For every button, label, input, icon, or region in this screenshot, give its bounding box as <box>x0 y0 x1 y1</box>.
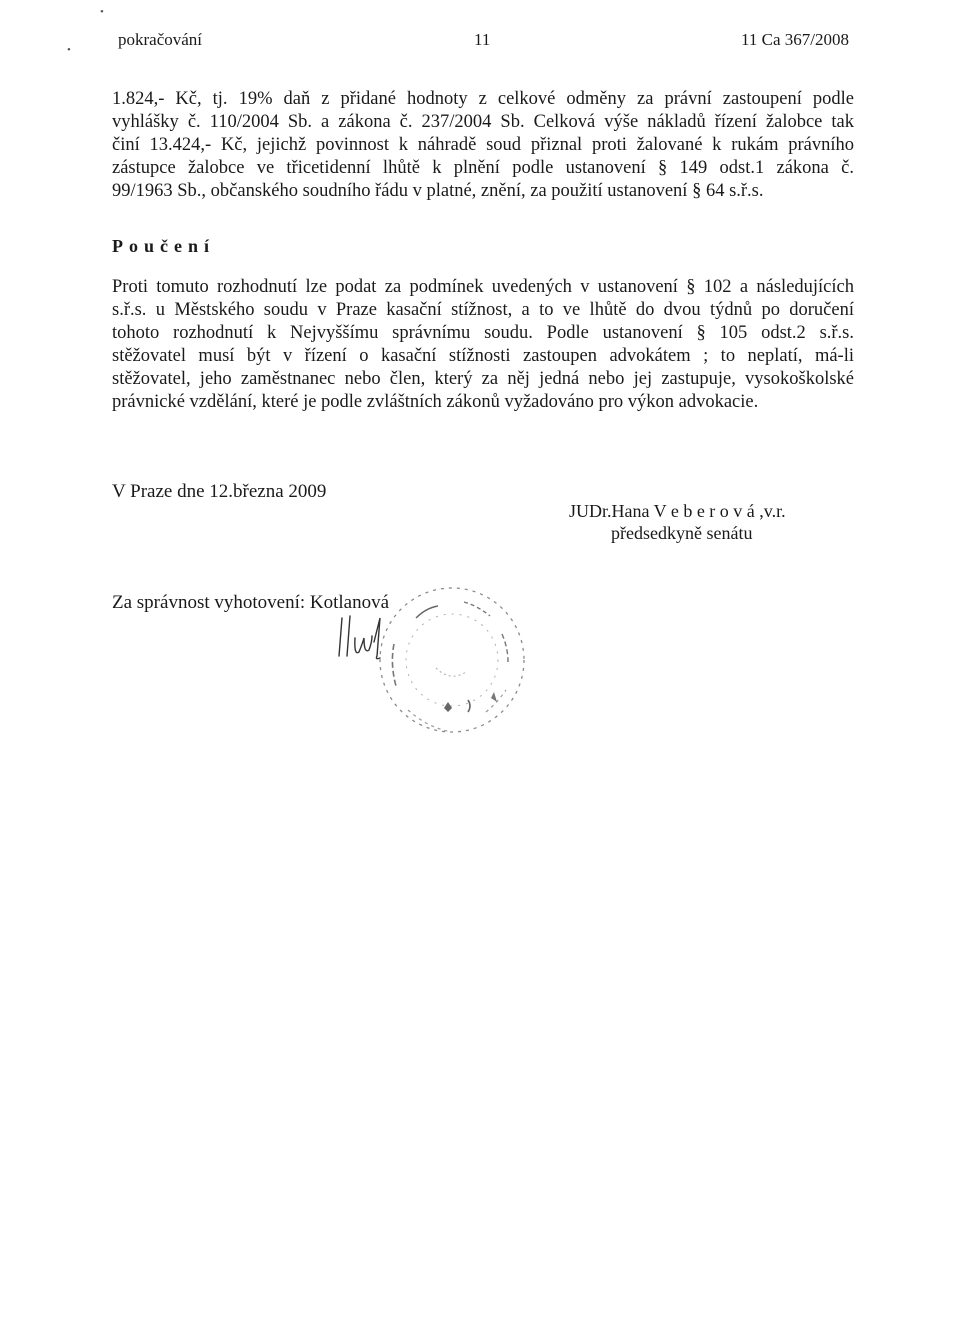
paragraph-line: zástupce žalobce ve třicetidenní lhůtě k plnění podle ustanovení § 149 odst.1 zákona č. <box>112 158 854 178</box>
court-stamp <box>358 572 544 752</box>
page-number: 11 <box>474 30 491 49</box>
paragraph-line: činí 13.424,- Kč, jejichž povinnost k náhradě soud přiznal proti žalované k rukám právního <box>112 135 854 155</box>
case-number: 11 Ca 367/2008 <box>741 30 849 49</box>
paragraph-line: tohoto rozhodnutí k Nejvyššímu správnímu soudu. Podle ustanovení § 105 odst.2 s.ř.s. <box>112 323 854 343</box>
scan-mark: • <box>100 6 104 18</box>
paragraph-line: právnické vzdělání, které je podle zvláštních zákonů vyžadováno pro výkon advokacie. <box>112 392 759 412</box>
continuation-label: pokračování <box>118 30 203 49</box>
instructions-heading: Poučení <box>112 236 215 256</box>
judge-role: předsedkyně senátu <box>611 523 753 543</box>
paragraph-line: vyhlášky č. 110/2004 Sb. a zákona č. 237/2004 Sb. Celková výše nákladů řízení žalobce tak <box>112 112 854 132</box>
paragraph-line: stěžovatel, jeho zaměstnanec nebo člen, který za něj jedná nebo jej zastupuje, vysokoškolské <box>112 369 854 389</box>
paragraph-line: 1.824,- Kč, tj. 19% daň z přidané hodnoty z celkové odměny za právní zastoupení podle <box>112 89 854 109</box>
scan-mark: • <box>67 44 71 56</box>
paragraph-line: s.ř.s. u Městského soudu v Praze kasační stížnost, a to ve lhůtě do dvou týdnů po doručení <box>112 300 854 320</box>
paragraph-line: stěžovatel musí být v řízení o kasační stížnosti zastoupen advokátem ; to neplatí, má-li <box>112 346 854 366</box>
verification-line: Za správnost vyhotovení: Kotlanová <box>112 592 390 613</box>
judge-name: JUDr.Hana V e b e r o v á ,v.r. <box>569 501 786 521</box>
paragraph-line: Proti tomuto rozhodnutí lze podat za podmínek uvedených v ustanovení § 102 a následujících <box>112 277 854 297</box>
paragraph-line: 99/1963 Sb., občanského soudního řádu v platné, znění, za použití ustanovení § 64 s.ř.s. <box>112 181 764 201</box>
date-place: V Praze dne 12.března 2009 <box>112 481 327 502</box>
